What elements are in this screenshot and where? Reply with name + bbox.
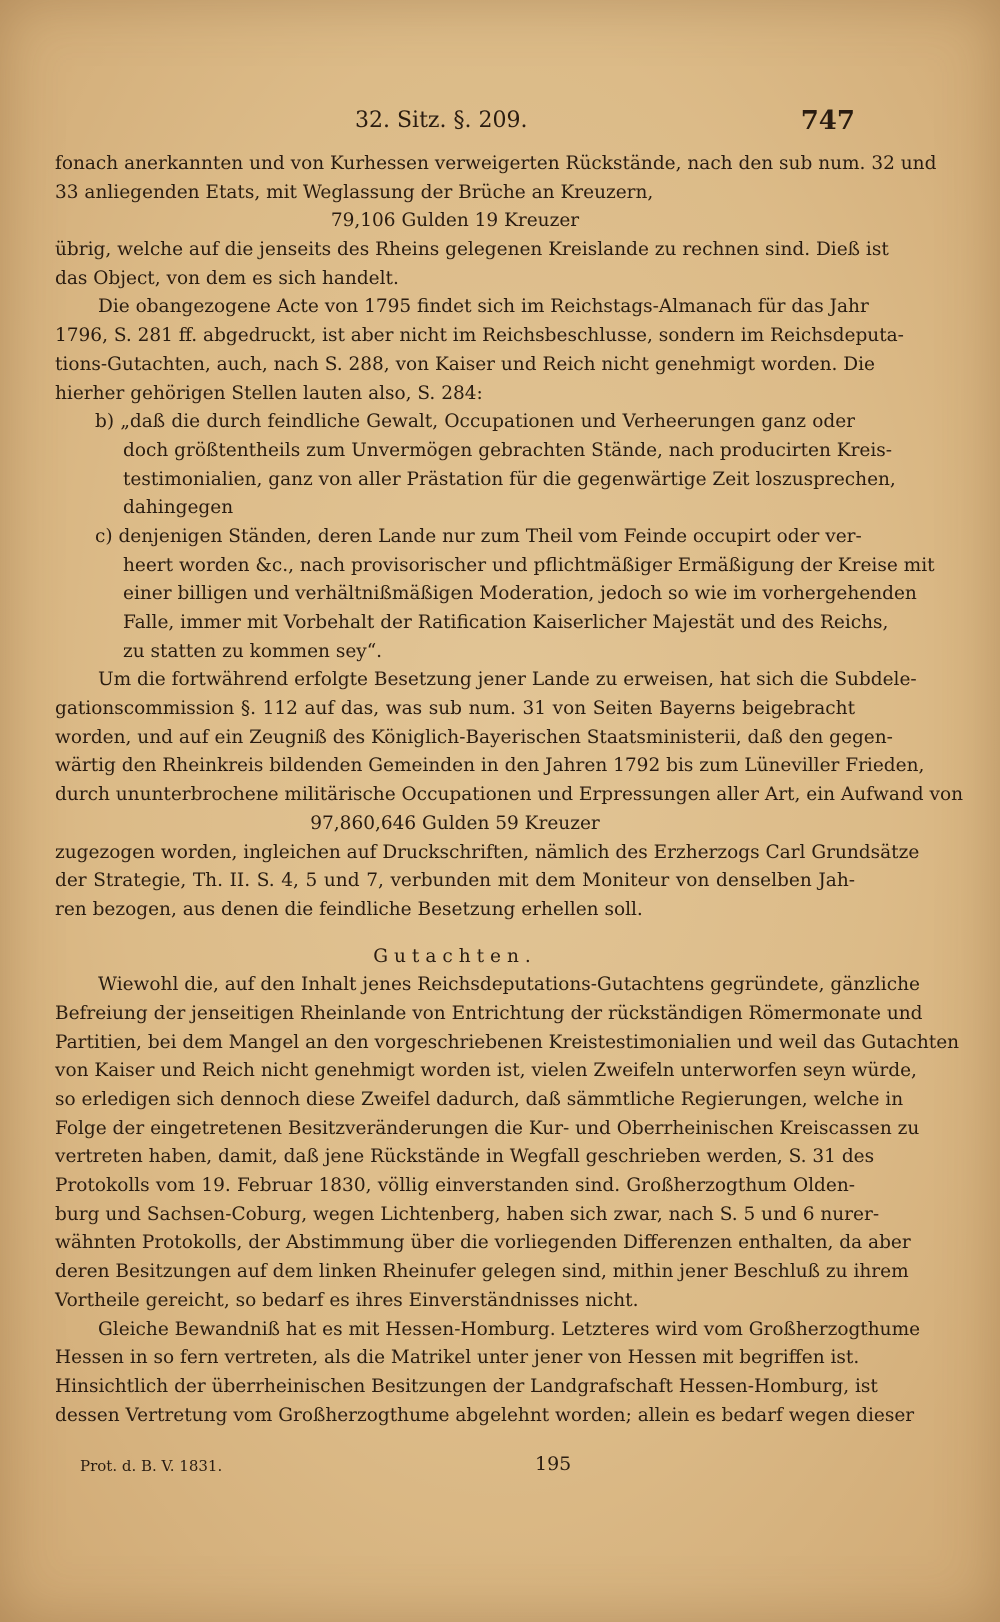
text-line: Partitien, bei dem Mangel an den vorgeschriebenen Kreistestimonialien und weil das Gutachten xyxy=(55,1031,960,1053)
text-line: Falle, immer mit Vorbehalt der Ratification Kaiserlicher Majestät und des Reichs, xyxy=(123,612,889,633)
text-line: doch größtentheils zum Unvermögen gebrachten Stände, nach producirten Kreis- xyxy=(123,439,893,461)
text-line: das Object, von dem es sich handelt. xyxy=(55,267,399,289)
text-line: worden, und auf ein Zeugniß des Königlich-Bayerischen Staatsministerii, daß den gegen- xyxy=(55,726,893,748)
text-line: Befreiung der jenseitigen Rheinlande von Entrichtung der rückständigen Römermonate und xyxy=(55,1002,923,1024)
text-line: deren Besitzungen auf dem linken Rheinufer gelegen sind, mithin jener Beschluß zu ihrem xyxy=(55,1261,909,1283)
amount-line: 97,860,646 Gulden 59 Kreuzer xyxy=(310,812,600,834)
text-line: Hinsichtlich der überrheinischen Besitzungen der Landgrafschaft Hessen-Homburg, ist xyxy=(55,1375,878,1397)
signature-number: 195 xyxy=(535,1453,572,1475)
text-line: dessen Vertretung vom Großherzogthume abgelehnt worden; allein es bedarf wegen dieser xyxy=(55,1404,915,1426)
text-line: dahingegen xyxy=(123,497,234,519)
text-line: von Kaiser und Reich nicht genehmigt worden ist, vielen Zweifeln unterworfen seyn würde, xyxy=(55,1060,917,1082)
text-line: Vortheile gereicht, so bedarf es ihres Einverständnisses nicht. xyxy=(55,1289,639,1311)
text-line: burg und Sachsen-Coburg, wegen Lichtenberg, haben sich zwar, nach S. 5 und 6 nurer- xyxy=(55,1203,880,1225)
text-line: Gleiche Bewandniß hat es mit Hessen-Homburg. Letzteres wird vom Großherzogthume xyxy=(98,1318,921,1340)
text-line: Protokolls vom 19. Februar 1830, völlig einverstanden sind. Großherzogthum Olden- xyxy=(55,1175,855,1197)
text-line: Folge der eingetretenen Besitzveränderungen die Kur- und Oberrheinischen Kreiscassen zu xyxy=(55,1117,920,1139)
section-gap xyxy=(55,925,855,943)
text-line: wärtig den Rheinkreis bildenden Gemeinden in den Jahren 1792 bis zum Lüneviller Frieden, xyxy=(55,755,925,777)
text-line: 1796, S. 281 ff. abgedruckt, ist aber nicht im Reichsbeschlusse, sondern im Reichsdeputa- xyxy=(55,325,904,347)
page-header xyxy=(55,108,855,142)
text-line: Die obangezogene Acte von 1795 findet sich im Reichstags-Almanach für das Jahr xyxy=(98,296,869,318)
text-line: zu statten zu kommen sey“. xyxy=(123,640,383,662)
running-head: 32. Sitz. §. 209. xyxy=(355,108,528,133)
text-line: fonach anerkannten und von Kurhessen verweigerten Rückstände, nach den sub num. 32 und xyxy=(55,153,937,174)
text-line: der Strategie, Th. II. S. 4, 5 und 7, verbunden mit dem Moniteur von denselben Jah- xyxy=(55,870,855,892)
page-number: 747 xyxy=(800,106,855,136)
text-line: so erledigen sich dennoch diese Zweifel dadurch, daß sämmtliche Regierungen, welche in xyxy=(55,1089,904,1110)
text-line: 33 anliegenden Etats, mit Weglassung der Brüche an Kreuzern, xyxy=(55,181,654,203)
text-line: hierher gehörigen Stellen lauten also, S. 284: xyxy=(55,382,483,404)
amount-line: 79,106 Gulden 19 Kreuzer xyxy=(330,210,580,232)
text-line: Wiewohl die, auf den Inhalt jenes Reichsdeputations-Gutachtens gegründete, gänzliche xyxy=(98,974,920,996)
text-line: durch ununterbrochene militärische Occupationen und Erpressungen aller Art, ein Aufwand von xyxy=(55,784,964,806)
text-line: heert worden &c., nach provisorischer und pflichtmäßiger Ermäßigung der Kreise mit xyxy=(123,554,935,576)
text-line: tions-Gutachten, auch, nach S. 288, von Kaiser und Reich nicht genehmigt worden. Die xyxy=(55,353,875,375)
text-line: Hessen in so fern vertreten, als die Matrikel unter jener von Hessen mit begriffen ist. xyxy=(55,1347,860,1369)
text-line: vertreten haben, damit, daß jene Rückstände in Wegfall geschrieben werden, S. 31 des xyxy=(55,1146,875,1168)
text-line: übrig, welche auf die jenseits des Rheins gelegenen Kreislande zu rechnen sind. Dieß ist xyxy=(55,239,889,261)
page-footer xyxy=(80,1453,855,1483)
text-line: testimonialien, ganz von aller Prästation für die gegenwärtige Zeit loszusprechen, xyxy=(123,468,896,490)
quote-item-c: c) denjenigen Ständen, deren Lande nur zum Theil vom Feinde occupirt oder ver- xyxy=(95,525,862,547)
text-line: ren bezogen, aus denen die feindliche Besetzung erhellen soll. xyxy=(55,898,643,920)
body-text xyxy=(55,150,964,1430)
quote-item-b: b) „daß die durch feindliche Gewalt, Occupationen und Verheerungen ganz oder xyxy=(95,411,855,433)
text-line: zugezogen worden, ingleichen auf Druckschriften, nämlich des Erzherzogs Carl Grundsätze xyxy=(55,841,920,863)
text-line: einer billigen und verhältnißmäßigen Moderation, jedoch so wie im vorhergehenden xyxy=(123,583,917,605)
printer-signature: Prot. d. B. V. 1831. xyxy=(80,1457,223,1475)
text-line: wähnten Protokolls, der Abstimmung über die vorliegenden Differenzen enthalten, da aber xyxy=(55,1232,911,1254)
text-line: Um die fortwährend erfolgte Besetzung jener Lande zu erweisen, hat sich die Subdele- xyxy=(98,669,917,691)
section-heading: Gutachten. xyxy=(373,945,537,967)
text-line: gationscommission §. 112 auf das, was sub num. 31 von Seiten Bayerns beigebracht xyxy=(55,698,855,720)
